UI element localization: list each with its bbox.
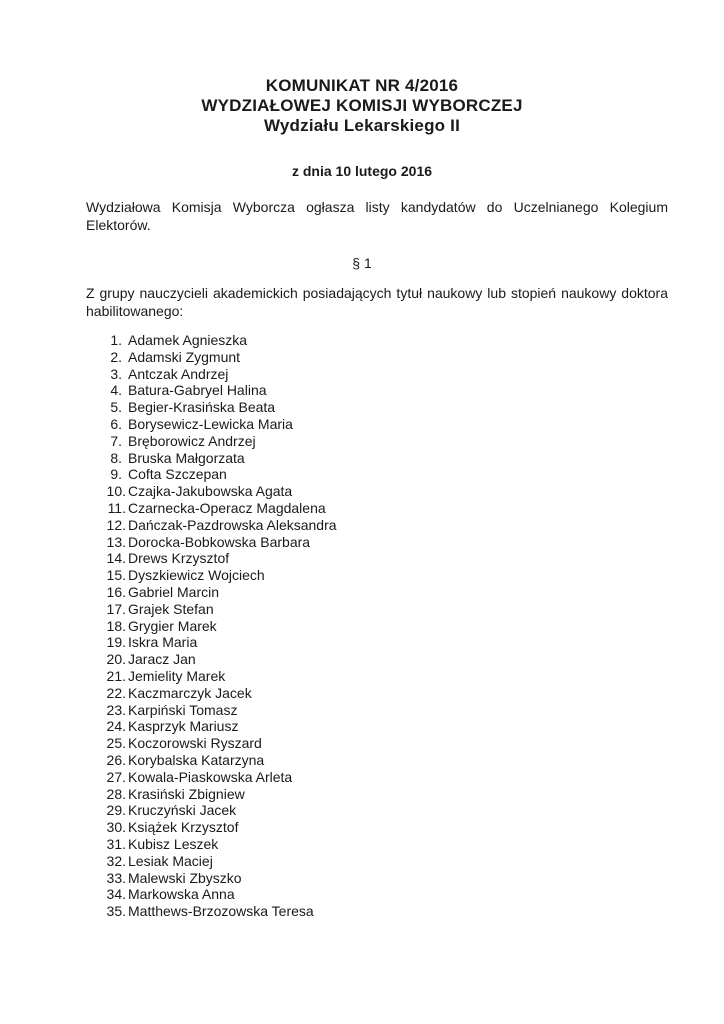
list-item xyxy=(100,836,337,853)
list-item-number: 12. xyxy=(106,516,126,533)
list-item-name: Kasprzyk Mariusz xyxy=(128,718,239,735)
list-item-name: Cofta Szczepan xyxy=(128,466,227,483)
list-item-name: Adamek Agnieszka xyxy=(128,332,248,348)
list-item xyxy=(100,702,337,719)
list-item-number: 29. xyxy=(106,802,126,819)
list-item xyxy=(100,752,337,769)
list-item xyxy=(100,500,337,517)
list-item-name: Czarnecka-Operacz Magdalena xyxy=(128,499,326,516)
list-item xyxy=(100,769,337,786)
list-item-name: Grajek Stefan xyxy=(128,600,214,617)
list-item-number: 5. xyxy=(110,399,122,416)
list-item-name: Kowala-Piaskowska Arleta xyxy=(128,768,293,785)
list-item-name: Iskra Maria xyxy=(128,634,198,651)
list-item xyxy=(100,332,337,349)
list-item xyxy=(100,349,337,366)
list-item xyxy=(100,567,337,584)
list-item-number: 30. xyxy=(106,819,126,836)
list-item-number: 15. xyxy=(106,567,126,584)
list-item xyxy=(100,886,337,903)
list-item xyxy=(100,366,337,383)
list-item xyxy=(100,618,337,635)
list-item-number: 25. xyxy=(106,735,126,752)
list-item-name: Koczorowski Ryszard xyxy=(128,735,262,752)
list-item-name: Kruczyński Jacek xyxy=(128,802,237,819)
list-item-number: 22. xyxy=(106,684,126,701)
list-item-number: 6. xyxy=(110,415,122,432)
list-item xyxy=(100,517,337,534)
list-item xyxy=(100,550,337,567)
list-item xyxy=(100,399,337,416)
list-item-name: Drews Krzysztof xyxy=(128,550,230,567)
list-item xyxy=(100,903,337,920)
list-item-name: Dańczak-Pazdrowska Aleksandra xyxy=(128,516,337,533)
list-item-name: Karpiński Tomasz xyxy=(128,701,238,718)
list-item xyxy=(100,718,337,735)
list-item-name: Gabriel Marcin xyxy=(128,583,220,600)
list-item xyxy=(100,668,337,685)
title-line-2: WYDZIAŁOWEJ KOMISJI WYBORCZEJ xyxy=(201,96,523,115)
list-item-name: Kubisz Leszek xyxy=(128,835,219,852)
list-item xyxy=(100,819,337,836)
list-item xyxy=(100,382,337,399)
list-item-number: 11. xyxy=(107,499,126,516)
list-item-number: 16. xyxy=(106,583,126,600)
list-item xyxy=(100,786,337,803)
list-item-number: 14. xyxy=(106,550,126,567)
list-item xyxy=(100,634,337,651)
list-item-number: 13. xyxy=(106,533,126,550)
list-item-number: 28. xyxy=(106,785,126,802)
list-item-name: Begier-Krasińska Beata xyxy=(128,399,276,416)
list-item-name: Batura-Gabryel Halina xyxy=(128,382,267,399)
list-item-number: 26. xyxy=(106,751,126,768)
list-item-number: 27. xyxy=(106,768,126,785)
list-item-name: Jemielity Marek xyxy=(128,667,226,684)
list-item-number: 18. xyxy=(106,617,126,634)
title-line-3: Wydziału Lekarskiego II xyxy=(263,116,461,135)
list-item-name: Czajka-Jakubowska Agata xyxy=(128,483,293,500)
list-item-name: Krasiński Zbigniew xyxy=(128,785,245,802)
list-item-name: Lesiak Maciej xyxy=(128,852,213,869)
list-item-number: 7. xyxy=(110,432,122,449)
list-item-number: 34. xyxy=(106,886,126,903)
list-item-name: Korybalska Katarzyna xyxy=(128,751,265,768)
list-item-name: Jaracz Jan xyxy=(128,651,196,668)
list-item-number: 17. xyxy=(106,600,126,617)
list-item xyxy=(100,466,337,483)
list-item-number: 19. xyxy=(106,634,126,651)
list-item-name: Bręborowicz Andrzej xyxy=(128,432,256,449)
list-item-name: Grygier Marek xyxy=(128,617,217,634)
list-item-name: Markowska Anna xyxy=(128,886,235,903)
list-item xyxy=(100,853,337,870)
list-item-number: 33. xyxy=(106,869,126,886)
list-item-number: 24. xyxy=(106,718,126,735)
section-mark: § 1 xyxy=(352,255,372,271)
list-item-name: Borysewicz-Lewicka Maria xyxy=(128,415,293,432)
list-item-number: 21. xyxy=(106,667,126,684)
list-item xyxy=(100,416,337,433)
list-item-name: Antczak Andrzej xyxy=(128,365,229,382)
list-item xyxy=(100,735,337,752)
list-item-number: 20. xyxy=(106,651,126,668)
list-item-name: Kaczmarczyk Jacek xyxy=(128,684,252,701)
list-item-number: 4. xyxy=(110,382,122,399)
list-item-name: Dyszkiewicz Wojciech xyxy=(128,567,265,584)
list-item xyxy=(100,601,337,618)
list-item-number: 32. xyxy=(106,852,126,869)
intro-paragraph: Wydziałowa Komisja Wyborcza ogłasza listy kandydatów do Uczelnianego Kolegium Elektorów. xyxy=(86,199,668,233)
list-item xyxy=(100,870,337,887)
document-title xyxy=(0,76,724,136)
list-item-number: 31. xyxy=(106,835,126,852)
list-item xyxy=(100,685,337,702)
list-item xyxy=(100,651,337,668)
list-item-name: Książek Krzysztof xyxy=(128,819,239,836)
list-item-name: Adamski Zygmunt xyxy=(128,348,241,365)
group-description: Z grupy nauczycieli akademickich posiadających tytuł naukowy lub stopień naukowy doktora habilitowanego: xyxy=(86,285,668,319)
list-item-number: 35. xyxy=(106,903,126,920)
list-item xyxy=(100,433,337,450)
list-item xyxy=(100,584,337,601)
list-item xyxy=(100,802,337,819)
list-item xyxy=(100,534,337,551)
list-item-name: Matthews-Brzozowska Teresa xyxy=(128,903,314,920)
list-item-name: Dorocka-Bobkowska Barbara xyxy=(128,533,311,550)
list-item-number: 8. xyxy=(110,449,122,466)
list-item-name: Malewski Zbyszko xyxy=(128,869,242,886)
list-item-name: Bruska Małgorzata xyxy=(128,449,245,466)
title-line-1: KOMUNIKAT NR 4/2016 xyxy=(265,76,459,95)
list-item-number: 9. xyxy=(110,466,122,483)
list-item xyxy=(100,450,337,467)
candidate-list xyxy=(100,332,337,920)
list-item xyxy=(100,483,337,500)
list-item-number: 23. xyxy=(106,701,126,718)
list-item-number: 1. xyxy=(110,332,122,348)
list-item-number: 10. xyxy=(106,483,126,500)
list-item-number: 2. xyxy=(110,348,122,365)
list-item-number: 3. xyxy=(110,365,122,382)
document-date: z dnia 10 lutego 2016 xyxy=(291,163,433,179)
